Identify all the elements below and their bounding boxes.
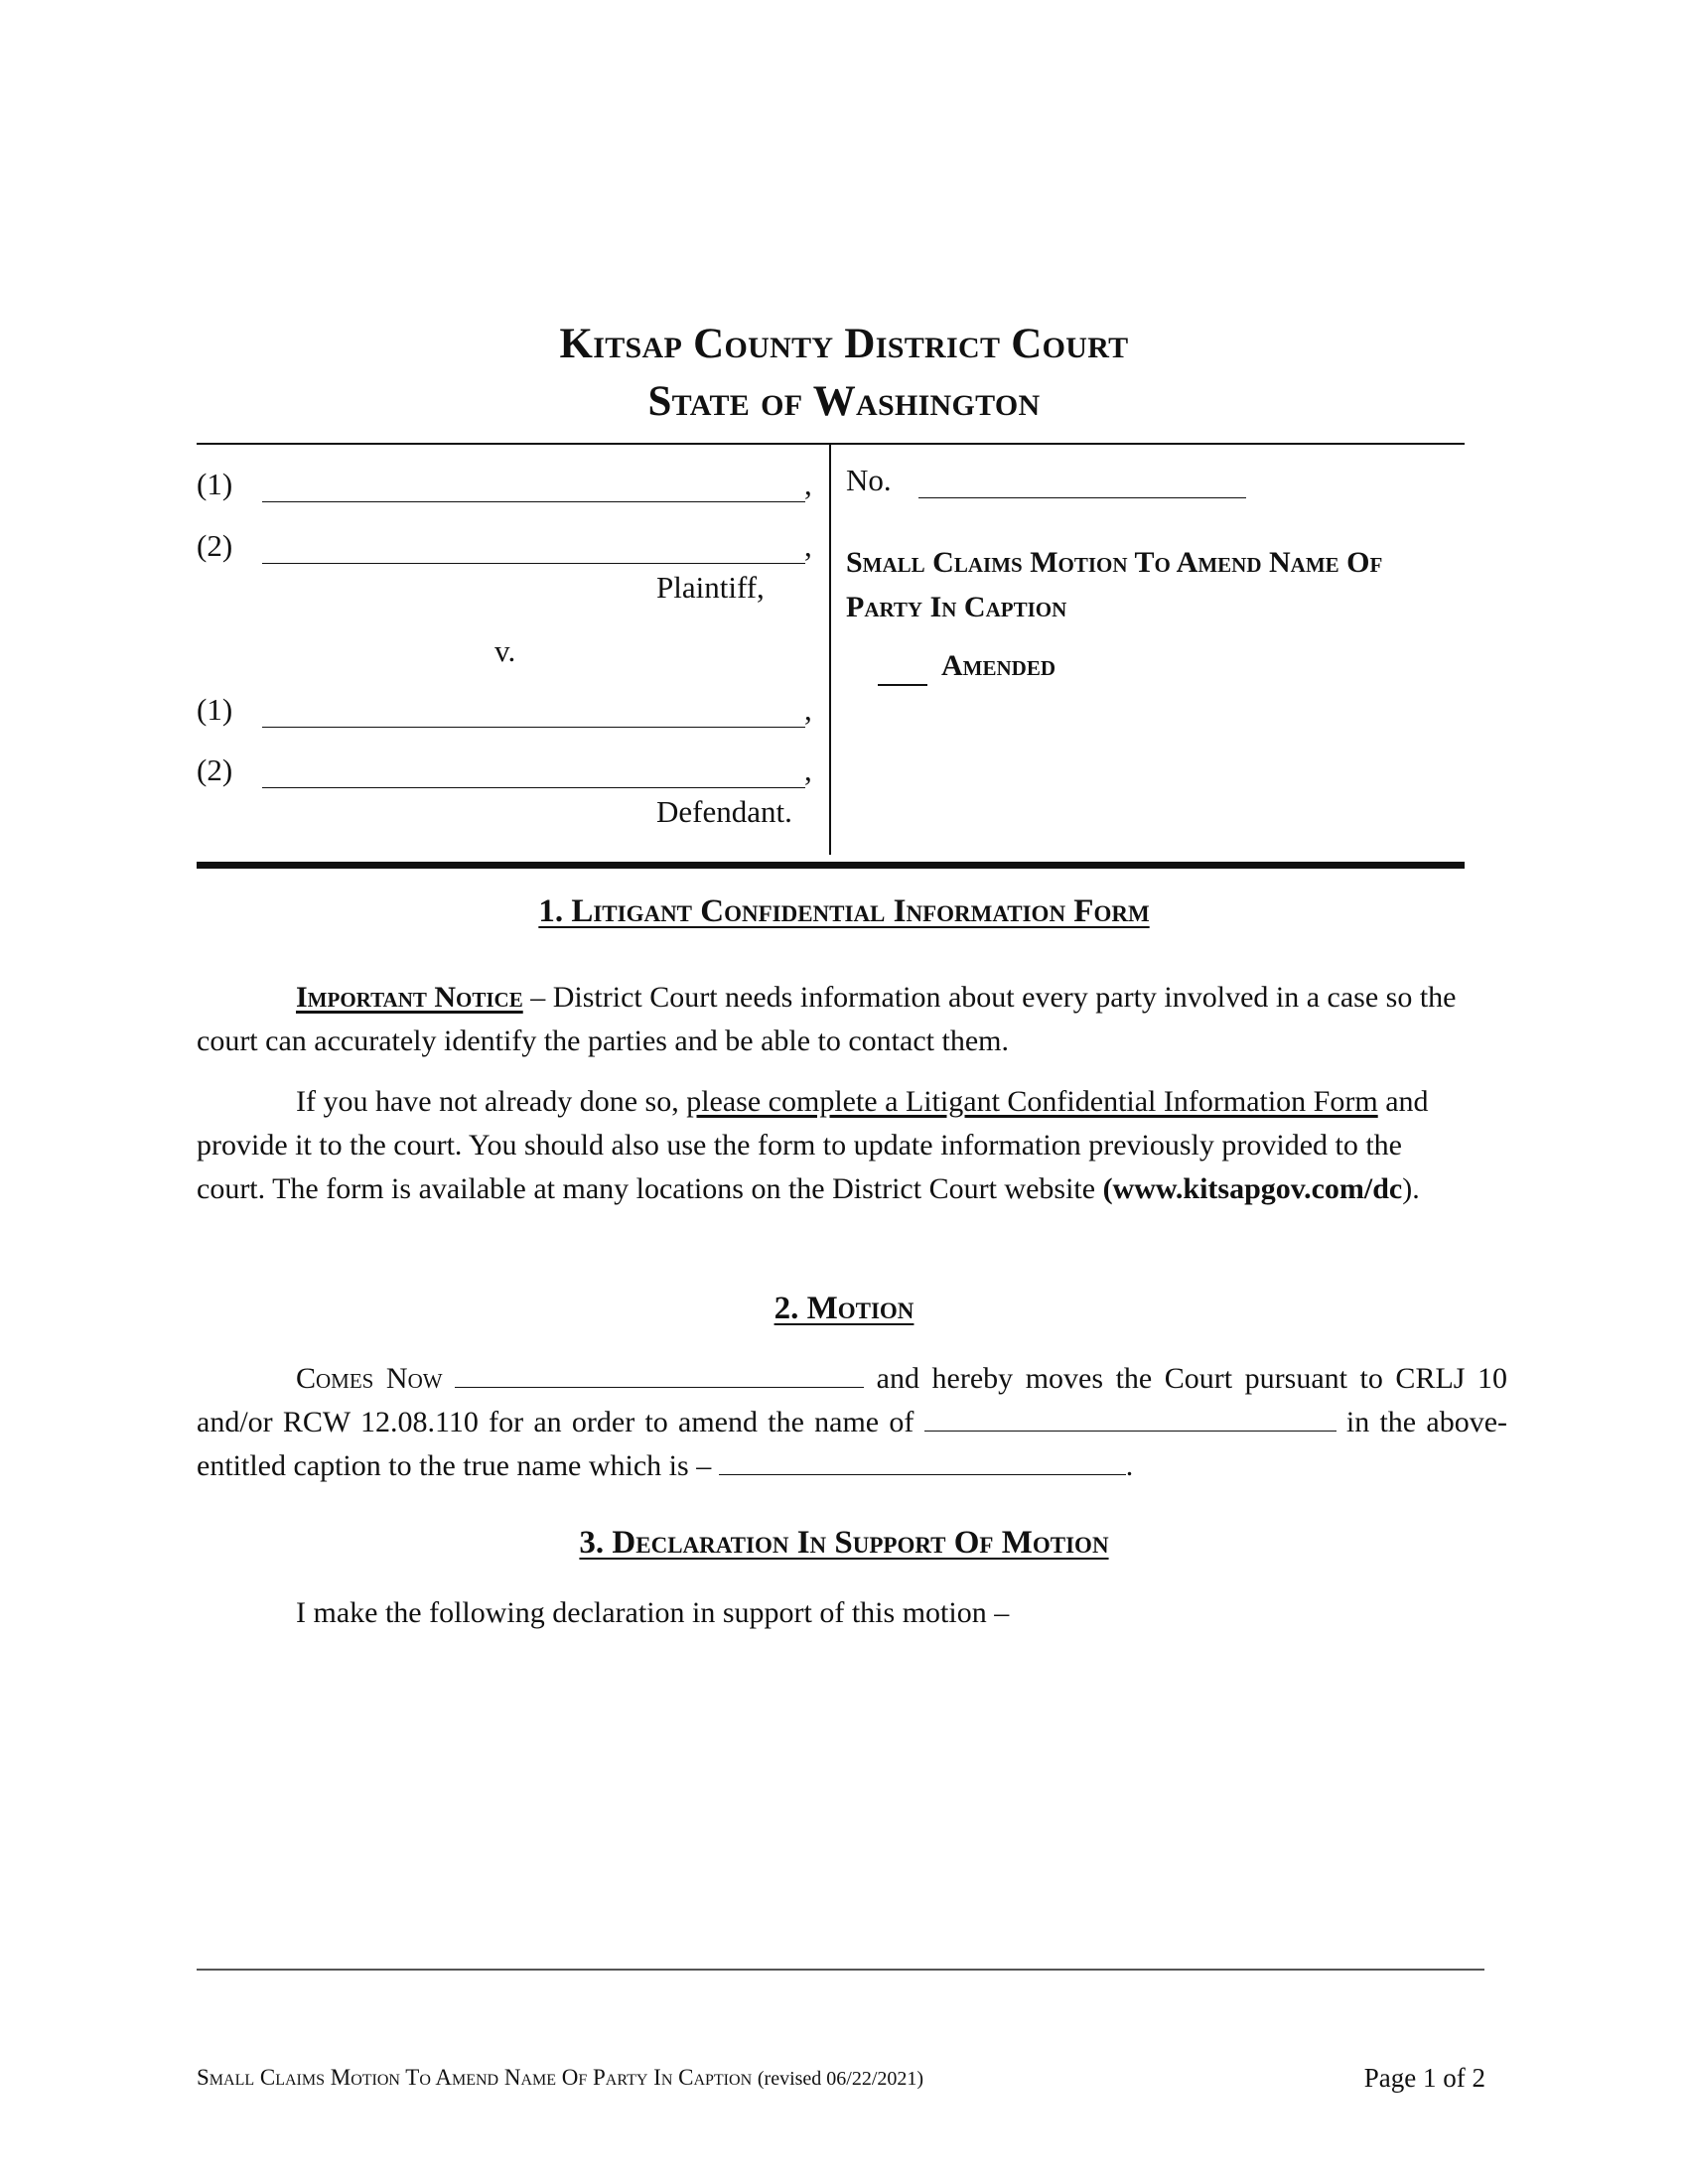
- document-title: Small Claims Motion To Amend Name Of Party In Caption: [846, 546, 1383, 623]
- defendant-label: Defendant.: [656, 794, 792, 829]
- motion-paragraph: [197, 1357, 1507, 1488]
- motion-text-3: .: [1125, 1449, 1134, 1482]
- case-caption: [197, 443, 1465, 869]
- defendant-2-name-field[interactable]: [262, 787, 805, 788]
- website-link[interactable]: (www.kitsapgov.com/dc: [1102, 1172, 1403, 1205]
- versus-label: v.: [494, 633, 516, 668]
- true-name-field[interactable]: [719, 1446, 1126, 1475]
- footer-revised-date: (revised 06/22/2021): [757, 2068, 924, 2090]
- court-title: Kitsap County District Court: [559, 321, 1129, 367]
- plaintiff-label: Plaintiff,: [656, 570, 765, 605]
- section-1-heading: [0, 893, 1688, 930]
- important-notice-label: Important Notice: [296, 981, 523, 1014]
- lcif-form-link[interactable]: please complete a Litigant Confidential Information Form: [686, 1085, 1378, 1118]
- amended-checkbox-line[interactable]: [878, 684, 927, 686]
- declaration-intro-text: I make the following declaration in support of this motion –: [296, 1596, 1010, 1629]
- lcif-body-text: and provide it to the court. You should also use the form to update information previously provided to the court. The form is available at many locations on the District Court website: [197, 1085, 1429, 1205]
- section-2-heading: [0, 1291, 1688, 1327]
- caption-divider: [829, 445, 831, 855]
- motion-text-1: and hereby moves the Court pursuant to CRLJ 10 and/or RCW 12.08.110 for an order to amend the name of: [197, 1362, 1508, 1438]
- case-number-label: No.: [846, 463, 892, 497]
- plaintiff-1-name-field[interactable]: [262, 501, 805, 502]
- defendant-1-number: (1): [197, 692, 233, 727]
- section-2-heading-text: 2. Motion: [774, 1291, 914, 1326]
- page-header: [0, 316, 1688, 431]
- case-number-field[interactable]: [918, 497, 1246, 498]
- plaintiff-1-comma: ,: [804, 467, 812, 501]
- state-title: State of Washington: [647, 378, 1041, 425]
- comes-now-label: Comes Now: [296, 1362, 443, 1395]
- section-1-heading-text: 1. Litigant Confidential Information Form: [538, 893, 1150, 929]
- important-notice-paragraph: [197, 976, 1468, 1063]
- lcif-intro-text: If you have not already done so,: [296, 1085, 687, 1118]
- footer-page-number: Page 1 of 2: [1363, 2063, 1485, 2093]
- declaration-paragraph: [197, 1591, 1468, 1635]
- footer-document-title: Small Claims Motion To Amend Name Of Party In Caption: [197, 2065, 753, 2090]
- defendant-2-comma: ,: [804, 752, 812, 787]
- plaintiff-2-name-field[interactable]: [262, 563, 805, 564]
- footer-title: [197, 2065, 923, 2091]
- defendant-1-comma: ,: [804, 692, 812, 727]
- footer-rule: [197, 1969, 1484, 1971]
- website-close: ).: [1402, 1172, 1420, 1205]
- section-3-heading-text: 3. Declaration In Support Of Motion: [579, 1525, 1109, 1561]
- section-3-heading: [0, 1525, 1688, 1562]
- defendant-1-name-field[interactable]: [262, 727, 805, 728]
- plaintiff-2-comma: ,: [804, 528, 812, 563]
- motion-text-2: in the above-entitled caption to the true name which is –: [197, 1406, 1507, 1482]
- moving-party-field[interactable]: [455, 1359, 864, 1388]
- lcif-paragraph: [197, 1080, 1468, 1211]
- defendant-2-number: (2): [197, 752, 233, 787]
- incorrect-name-field[interactable]: [924, 1403, 1336, 1432]
- important-notice-text: – District Court needs information about every party involved in a case so the court can accurately identify the parties and be able to contact them.: [197, 981, 1457, 1057]
- plaintiff-1-number: (1): [197, 467, 233, 501]
- amended-label: Amended: [941, 649, 1055, 682]
- plaintiff-2-number: (2): [197, 528, 233, 563]
